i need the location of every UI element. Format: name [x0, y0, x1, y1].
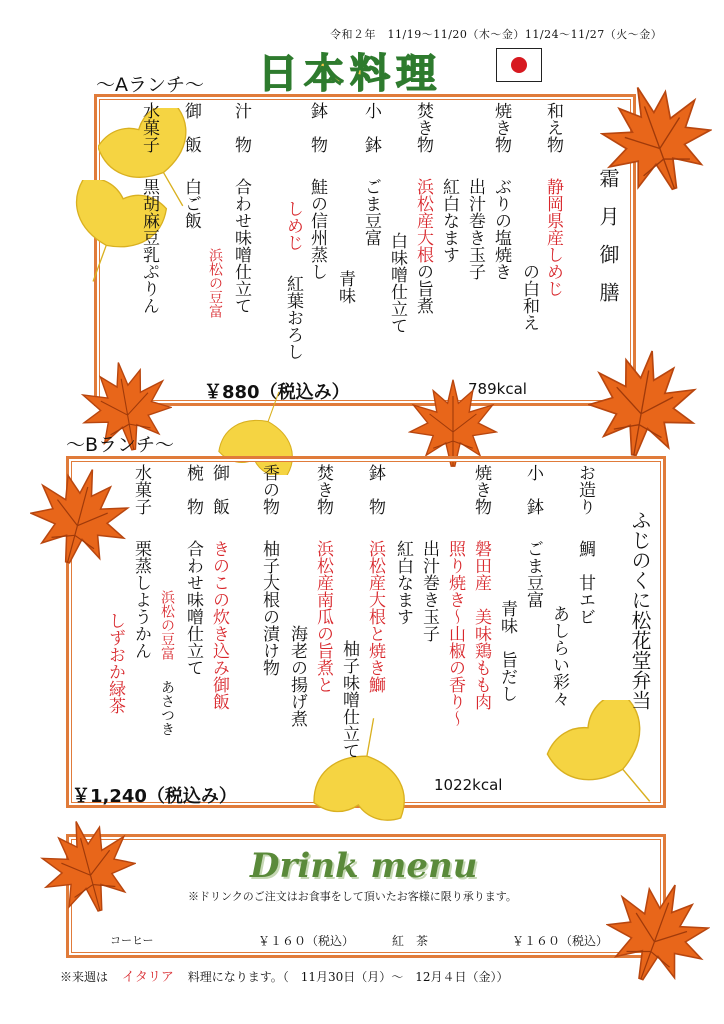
- lunch-b-item-text: 照り焼き～山椒の香り～: [445, 540, 465, 727]
- lunch-b-category: 香の物: [259, 464, 279, 515]
- footer-notice: [60, 966, 509, 985]
- lunch-a-item-text: ごま豆富: [361, 178, 381, 246]
- lunch-a-item-text: 出汁巻き玉子: [465, 178, 485, 280]
- lunch-b-item-text: 鯛 甘エビ: [575, 540, 595, 625]
- footer-highlight: イタリア: [121, 970, 174, 985]
- ginkgo-leaf-icon: [540, 700, 690, 820]
- footer-prefix: ※来週は: [60, 970, 109, 984]
- lunch-b-kcal: 1022kcal: [434, 776, 503, 794]
- lunch-a-item-text: 鮭の信州蒸し: [307, 178, 327, 280]
- lunch-a-category: 焚き物: [413, 102, 433, 153]
- lunch-b-price: ￥1,240（税込み）: [72, 786, 237, 807]
- lunch-b-category: お造り: [575, 464, 595, 515]
- maple-leaf-icon: [588, 348, 698, 458]
- lunch-a-item-text: ぶりの塩焼き: [491, 178, 511, 280]
- lunch-a-item-text: 青味: [335, 270, 355, 304]
- lunch-b-item-text: 合わせ味噌仕立て: [183, 540, 203, 676]
- lunch-a-item-text: 紅白なます: [439, 178, 459, 263]
- date-range: 令和２年 11/19～11/20（木～金）11/24～11/27（火～金）: [330, 28, 663, 41]
- lunch-a-item-text: 浜松の豆富: [207, 248, 223, 318]
- lunch-b-category: 焚き物: [313, 464, 333, 515]
- lunch-b-category: 椀 物: [183, 464, 203, 515]
- lunch-a-set-name: 霜月御膳: [596, 168, 620, 320]
- lunch-a-item-text: 白ご飯: [181, 178, 201, 229]
- lunch-a-item-text: 静岡県産しめじ: [543, 178, 563, 297]
- ginkgo-leaf-icon: [290, 712, 440, 822]
- lunch-b-item-text: ごま豆富: [523, 540, 543, 608]
- lunch-a-kcal: 789kcal: [468, 380, 527, 398]
- lunch-b-item-text: 青味 旨だし: [497, 600, 517, 702]
- maple-leaf-icon: [600, 82, 712, 194]
- page-title: 日本料理: [258, 51, 442, 97]
- lunch-a-category: 水菓子: [139, 102, 159, 153]
- lunch-a-item-text: 浜松産大根: [413, 178, 433, 263]
- lunch-b-item-text: 柚子味噌仕立て: [339, 640, 359, 759]
- lunch-a-item-text: の白和え: [519, 263, 539, 331]
- lunch-a-item-text: 白味噌仕立て: [387, 232, 407, 334]
- lunch-b-item-text: 磐田産 美味鶏もも肉: [471, 540, 491, 710]
- lunch-b-category: 鉢 物: [365, 464, 385, 515]
- maple-leaf-icon: [606, 880, 710, 984]
- drink-name: コーヒー: [110, 934, 154, 947]
- lunch-a-item-text: 黒胡麻豆乳ぷりん: [139, 178, 159, 314]
- lunch-b-item-text: 栗蒸しようかん: [131, 540, 151, 659]
- lunch-a-category: 鉢 物: [307, 102, 327, 153]
- lunch-b-item-text: しずおか緑茶: [105, 612, 125, 714]
- lunch-b-item-text: 浜松の豆富: [159, 590, 175, 660]
- maple-leaf-icon: [408, 378, 498, 468]
- lunch-a-category: 和え物: [543, 102, 563, 153]
- lunch-b-item-text: あしらい彩々: [549, 605, 569, 707]
- drink-price: ￥１６０（税込）: [258, 934, 355, 948]
- lunch-a-item-text: 合わせ味噌仕立て: [231, 178, 251, 314]
- lunch-b-item-text: 紅白なます: [393, 540, 413, 625]
- lunch-b-item-text: 浜松産大根と焼き鰤: [365, 540, 385, 693]
- lunch-a-item-text: 紅葉おろし: [283, 275, 303, 360]
- japan-flag-icon: [496, 48, 542, 82]
- maple-leaf-icon: [40, 818, 136, 914]
- lunch-a-category: 汁 物: [231, 102, 251, 153]
- lunch-a-price: ￥880（税込み）: [204, 382, 350, 403]
- lunch-b-category: 小 鉢: [523, 464, 543, 515]
- maple-leaf-icon: [30, 466, 130, 566]
- lunch-b-item-text: きのこの炊き込み御飯: [209, 540, 229, 710]
- lunch-a-item-text: の旨煮: [413, 263, 433, 314]
- lunch-b-item-text: 柚子大根の漬け物: [259, 540, 279, 676]
- drink-price: ￥１６０（税込）: [512, 934, 609, 948]
- drink-note: ※ドリンクのご注文はお食事をして頂いたお客様に限り承ります。: [188, 890, 517, 903]
- lunch-b-set-name: ふじのくに松花堂弁当: [628, 510, 652, 710]
- lunch-a-category: 小 鉢: [361, 102, 381, 153]
- lunch-b-label: ～Bランチ～: [66, 434, 175, 456]
- drink-menu-title: Drink menu: [250, 846, 478, 886]
- lunch-b-category: 御 飯: [209, 464, 229, 515]
- drink-name: 紅 茶: [392, 934, 429, 948]
- lunch-a-label: ～Aランチ～: [96, 74, 204, 96]
- lunch-b-item-text: 浜松産南瓜の旨煮と: [313, 540, 333, 693]
- lunch-b-category: 焼き物: [471, 464, 491, 515]
- lunch-b-category: 水菓子: [131, 464, 151, 515]
- lunch-b-item-text: 出汁巻き玉子: [419, 540, 439, 642]
- lunch-b-item-text: 海老の揚げ煮: [287, 625, 307, 727]
- lunch-b-item-text: あさつき: [159, 680, 175, 736]
- lunch-a-category: 御 飯: [181, 102, 201, 153]
- lunch-a-category: 焼き物: [491, 102, 511, 153]
- footer-suffix: 料理になります。（ 11月30日（月）～ 12月４日（金））: [187, 970, 509, 984]
- lunch-a-item-text: しめじ: [283, 200, 303, 251]
